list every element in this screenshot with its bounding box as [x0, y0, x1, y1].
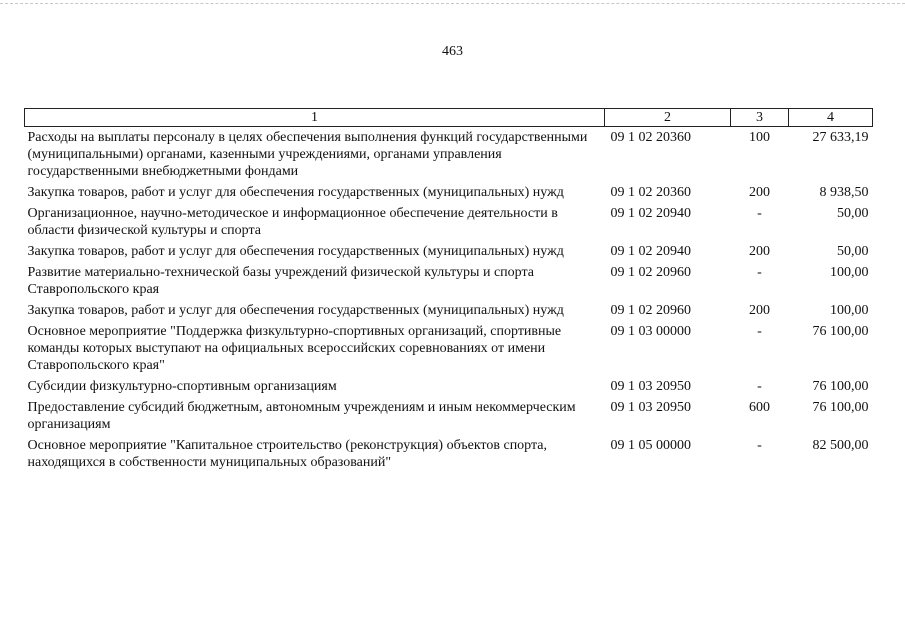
table-row [25, 376, 873, 397]
row-code: 09 1 03 20950 [610, 400, 691, 415]
row-name: Организационное, научно-методическое и информационное обеспечение деятельности в области физической культуры и спорта [27, 206, 558, 238]
row-code: 09 1 02 20940 [610, 244, 691, 259]
row-expense-type: - [757, 265, 762, 280]
row-expense-type: 200 [749, 303, 770, 318]
table-row [25, 397, 873, 435]
row-name: Основное мероприятие "Капитальное строительство (реконструкция) объектов спорта, находящихся в собственности муниципальных образований" [27, 438, 548, 470]
table-row [25, 435, 873, 473]
row-name: Предоставление субсидий бюджетным, автономным учреждениям и иным некоммерческим организациям [27, 400, 576, 432]
row-name: Закупка товаров, работ и услуг для обеспечения государственных (муниципальных) нужд [27, 185, 564, 200]
table-row [25, 127, 873, 183]
table-row [25, 203, 873, 241]
row-amount: 50,00 [837, 244, 869, 259]
column-header-4: 4 [789, 109, 873, 127]
row-expense-type: - [757, 438, 762, 453]
row-amount: 8 938,50 [819, 185, 869, 200]
table-row [25, 321, 873, 376]
row-expense-type: - [757, 324, 762, 339]
column-header-3: 3 [731, 109, 789, 127]
row-name: Закупка товаров, работ и услуг для обеспечения государственных (муниципальных) нужд [27, 303, 564, 318]
table-row [25, 241, 873, 262]
table-row [25, 182, 873, 203]
row-expense-type: 200 [749, 185, 770, 200]
row-amount: 100,00 [830, 265, 869, 280]
row-name: Закупка товаров, работ и услуг для обеспечения государственных (муниципальных) нужд [27, 244, 564, 259]
row-expense-type: 200 [749, 244, 770, 259]
table-row [25, 300, 873, 321]
row-amount: 50,00 [837, 206, 869, 221]
budget-table [24, 108, 873, 473]
row-code: 09 1 02 20960 [610, 303, 691, 318]
row-name: Расходы на выплаты персоналу в целях обеспечения выполнения функций государственными (муниципальными) органами, казенными учреждениями, органами управления государственными внебюджетными фондами [27, 130, 588, 179]
row-code: 09 1 02 20360 [610, 185, 691, 200]
row-expense-type: - [757, 379, 762, 394]
row-amount: 100,00 [830, 303, 869, 318]
row-name: Субсидии физкультурно-спортивным организациям [27, 379, 337, 394]
column-header-2: 2 [605, 109, 731, 127]
row-amount: 76 100,00 [812, 400, 869, 415]
header-row [25, 109, 873, 127]
row-code: 09 1 05 00000 [610, 438, 691, 453]
page-number: 463 [442, 44, 463, 59]
row-name: Развитие материально-технической базы учреждений физической культуры и спорта Ставропольского края [27, 265, 534, 297]
row-code: 09 1 02 20940 [610, 206, 691, 221]
row-amount: 76 100,00 [812, 324, 869, 339]
column-header-1: 1 [25, 109, 605, 127]
row-code: 09 1 03 20950 [610, 379, 691, 394]
row-code: 09 1 02 20360 [610, 130, 691, 145]
row-amount: 27 633,19 [812, 130, 869, 145]
row-code: 09 1 03 00000 [610, 324, 691, 339]
table-row [25, 262, 873, 300]
row-amount: 82 500,00 [812, 438, 869, 453]
scan-top-edge [0, 3, 905, 4]
row-expense-type: - [757, 206, 762, 221]
row-expense-type: 100 [749, 130, 770, 145]
row-expense-type: 600 [749, 400, 770, 415]
row-name: Основное мероприятие "Поддержка физкультурно-спортивных организаций, спортивные команды которых выступают на официальных всероссийских соревнованиях от имени Ставропольского края" [27, 324, 562, 373]
row-amount: 76 100,00 [812, 379, 869, 394]
row-code: 09 1 02 20960 [610, 265, 691, 280]
